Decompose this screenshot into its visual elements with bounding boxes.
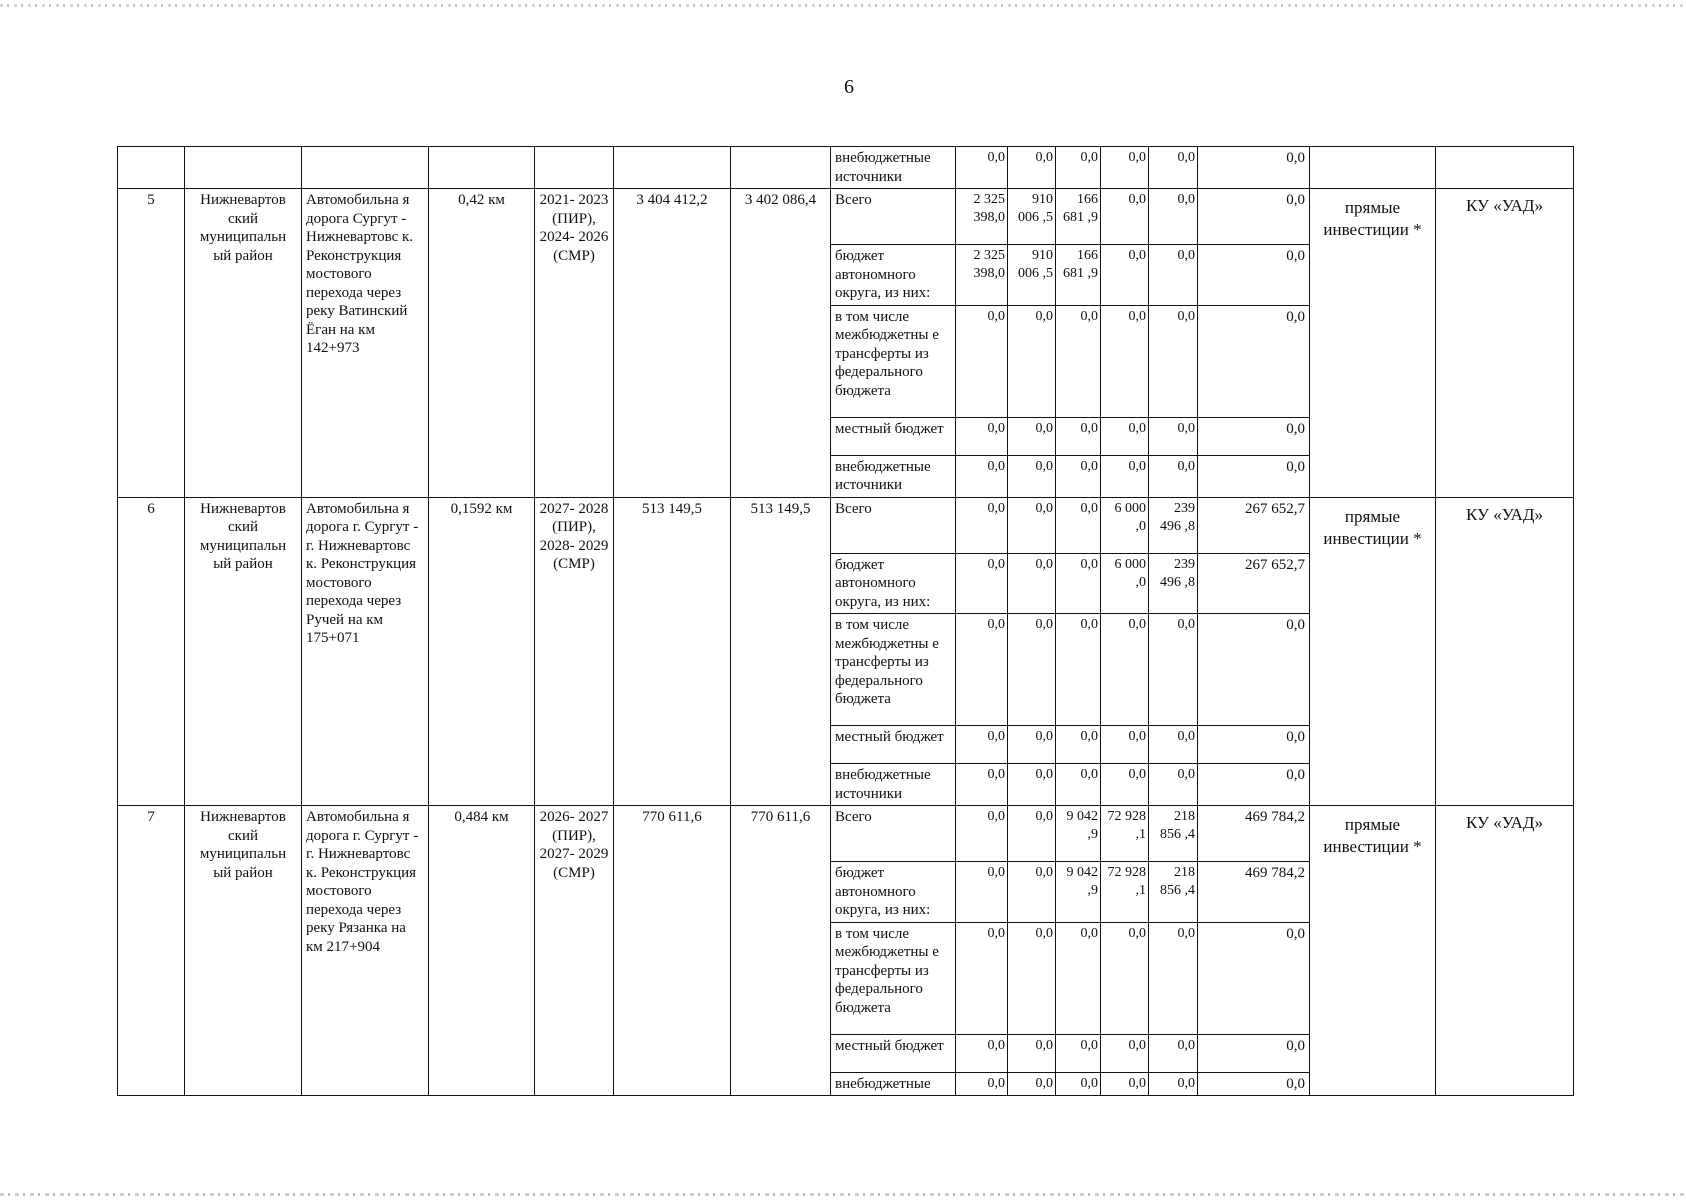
funding-total: 0,0 bbox=[1198, 417, 1310, 455]
funding-value: 0,0 bbox=[1149, 417, 1198, 455]
funding-total: 0,0 bbox=[1198, 455, 1310, 497]
funding-total: 0,0 bbox=[1198, 726, 1310, 764]
funding-value: 218 856 ,4 bbox=[1149, 806, 1198, 862]
funding-source-label: Всего bbox=[831, 189, 956, 245]
funding-value: 0,0 bbox=[1101, 764, 1149, 806]
funding-value: 0,0 bbox=[1149, 1072, 1198, 1096]
funding-value: 0,0 bbox=[956, 455, 1008, 497]
funding-value: 0,0 bbox=[1101, 1072, 1149, 1096]
funding-value: 910 006 ,5 bbox=[1008, 245, 1056, 306]
project-number: 6 bbox=[118, 497, 185, 806]
funding-source-label: местный бюджет bbox=[831, 417, 956, 455]
funding-value: 166 681 ,9 bbox=[1056, 189, 1101, 245]
funding-value: 0,0 bbox=[1101, 922, 1149, 1034]
investment-type: прямые инвестиции * bbox=[1310, 189, 1436, 498]
empty-cell bbox=[185, 147, 302, 189]
funding-value: 0,0 bbox=[1008, 862, 1056, 923]
funding-value: 0,0 bbox=[1149, 455, 1198, 497]
funding-value: 6 000 ,0 bbox=[1101, 553, 1149, 614]
project-length: 0,484 км bbox=[429, 806, 535, 1096]
funding-source-label: в том числе межбюджетны е трансферты из федерального бюджета bbox=[831, 614, 956, 726]
funding-value: 0,0 bbox=[956, 1072, 1008, 1096]
funding-value: 0,0 bbox=[1149, 614, 1198, 726]
investment-type: прямые инвестиции * bbox=[1310, 806, 1436, 1096]
customer: КУ «УАД» bbox=[1436, 806, 1574, 1096]
funding-value: 0,0 bbox=[956, 553, 1008, 614]
funding-value: 0,0 bbox=[956, 764, 1008, 806]
funding-source-label: внебюджетные источники bbox=[831, 455, 956, 497]
funding-value: 0,0 bbox=[1101, 455, 1149, 497]
funding-value: 0,0 bbox=[1008, 455, 1056, 497]
funding-value: 0,0 bbox=[1101, 726, 1149, 764]
funding-total: 0,0 bbox=[1198, 922, 1310, 1034]
project-cost: 3 404 412,2 bbox=[614, 189, 731, 498]
funding-source-label: внебюджетные источники bbox=[831, 147, 956, 189]
table-body bbox=[118, 147, 1574, 1096]
funding-value: 0,0 bbox=[1149, 245, 1198, 306]
funding-value: 0,0 bbox=[1056, 553, 1101, 614]
funding-value: 0,0 bbox=[1056, 417, 1101, 455]
funding-value: 0,0 bbox=[956, 922, 1008, 1034]
funding-total: 267 652,7 bbox=[1198, 497, 1310, 553]
funding-value: 2 325 398,0 bbox=[956, 189, 1008, 245]
funding-source-label: бюджет автономного округа, из них: bbox=[831, 245, 956, 306]
funding-value: 0,0 bbox=[956, 497, 1008, 553]
scan-artifact-bottom bbox=[0, 1193, 1686, 1196]
funding-value: 0,0 bbox=[1149, 764, 1198, 806]
funding-value: 0,0 bbox=[1101, 1034, 1149, 1072]
funding-value: 0,0 bbox=[1101, 614, 1149, 726]
funding-value: 0,0 bbox=[1149, 189, 1198, 245]
funding-value: 2 325 398,0 bbox=[956, 245, 1008, 306]
funding-value: 0,0 bbox=[1056, 305, 1101, 417]
funding-source-label: бюджет автономного округа, из них: bbox=[831, 553, 956, 614]
funding-value: 0,0 bbox=[1101, 305, 1149, 417]
funding-value: 239 496 ,8 bbox=[1149, 497, 1198, 553]
funding-value: 0,0 bbox=[1056, 1072, 1101, 1096]
project-cost: 513 149,5 bbox=[614, 497, 731, 806]
funding-value: 0,0 bbox=[1149, 726, 1198, 764]
project-period: 2026- 2027 (ПИР), 2027- 2029 (СМР) bbox=[535, 806, 614, 1096]
project-district: Нижневартов ский муниципальн ый район bbox=[185, 497, 302, 806]
funding-total: 0,0 bbox=[1198, 764, 1310, 806]
funding-value: 166 681 ,9 bbox=[1056, 245, 1101, 306]
funding-value: 6 000 ,0 bbox=[1101, 497, 1149, 553]
funding-value: 0,0 bbox=[1056, 726, 1101, 764]
customer: КУ «УАД» bbox=[1436, 189, 1574, 498]
project-district: Нижневартов ский муниципальн ый район bbox=[185, 806, 302, 1096]
funding-total: 0,0 bbox=[1198, 1034, 1310, 1072]
funding-source-label: внебюджетные источники bbox=[831, 764, 956, 806]
funding-value: 0,0 bbox=[956, 417, 1008, 455]
funding-value: 0,0 bbox=[956, 862, 1008, 923]
funding-source-label: в том числе межбюджетны е трансферты из федерального бюджета bbox=[831, 305, 956, 417]
investment-type: прямые инвестиции * bbox=[1310, 497, 1436, 806]
funding-value: 0,0 bbox=[1149, 147, 1198, 189]
empty-cell bbox=[1310, 147, 1436, 189]
empty-cell bbox=[614, 147, 731, 189]
project-district: Нижневартов ский муниципальн ый район bbox=[185, 189, 302, 498]
table-row bbox=[118, 189, 1574, 245]
funding-value: 0,0 bbox=[1149, 305, 1198, 417]
funding-value: 0,0 bbox=[1008, 1072, 1056, 1096]
funding-value: 9 042 ,9 bbox=[1056, 806, 1101, 862]
investment-table bbox=[117, 146, 1574, 1096]
funding-value: 0,0 bbox=[1008, 1034, 1056, 1072]
project-cost-estimate: 3 402 086,4 bbox=[731, 189, 831, 498]
funding-total: 0,0 bbox=[1198, 245, 1310, 306]
page-number: 6 bbox=[844, 76, 854, 98]
project-cost: 770 611,6 bbox=[614, 806, 731, 1096]
funding-value: 0,0 bbox=[1056, 764, 1101, 806]
funding-value: 0,0 bbox=[1101, 147, 1149, 189]
empty-cell bbox=[535, 147, 614, 189]
funding-value: 239 496 ,8 bbox=[1149, 553, 1198, 614]
funding-value: 0,0 bbox=[1008, 922, 1056, 1034]
funding-value: 0,0 bbox=[1008, 417, 1056, 455]
funding-value: 0,0 bbox=[1056, 497, 1101, 553]
project-period: 2021- 2023 (ПИР), 2024- 2026 (СМР) bbox=[535, 189, 614, 498]
funding-value: 0,0 bbox=[956, 614, 1008, 726]
funding-value: 0,0 bbox=[1056, 147, 1101, 189]
project-cost-estimate: 513 149,5 bbox=[731, 497, 831, 806]
funding-total: 0,0 bbox=[1198, 614, 1310, 726]
funding-total: 0,0 bbox=[1198, 147, 1310, 189]
empty-cell bbox=[731, 147, 831, 189]
funding-value: 0,0 bbox=[956, 305, 1008, 417]
table-row bbox=[118, 497, 1574, 553]
funding-total: 0,0 bbox=[1198, 1072, 1310, 1096]
funding-value: 0,0 bbox=[1008, 147, 1056, 189]
funding-value: 0,0 bbox=[1008, 806, 1056, 862]
table-row bbox=[118, 806, 1574, 862]
funding-value: 0,0 bbox=[956, 1034, 1008, 1072]
funding-value: 0,0 bbox=[1056, 1034, 1101, 1072]
project-name: Автомобильна я дорога Сургут - Нижневартовс к. Реконструкция мостового перехода через реку Ватинский Ёган на км 142+973 bbox=[302, 189, 429, 498]
project-cost-estimate: 770 611,6 bbox=[731, 806, 831, 1096]
funding-total: 0,0 bbox=[1198, 189, 1310, 245]
empty-cell bbox=[118, 147, 185, 189]
funding-source-label: местный бюджет bbox=[831, 726, 956, 764]
funding-source-label: местный бюджет bbox=[831, 1034, 956, 1072]
funding-value: 218 856 ,4 bbox=[1149, 862, 1198, 923]
funding-value: 0,0 bbox=[1008, 726, 1056, 764]
funding-value: 0,0 bbox=[1056, 455, 1101, 497]
project-number: 5 bbox=[118, 189, 185, 498]
funding-total: 469 784,2 bbox=[1198, 806, 1310, 862]
project-number: 7 bbox=[118, 806, 185, 1096]
funding-value: 9 042 ,9 bbox=[1056, 862, 1101, 923]
funding-value: 0,0 bbox=[1008, 553, 1056, 614]
funding-source-label: Всего bbox=[831, 497, 956, 553]
funding-value: 0,0 bbox=[1149, 1034, 1198, 1072]
funding-value: 72 928 ,1 bbox=[1101, 806, 1149, 862]
funding-value: 0,0 bbox=[1149, 922, 1198, 1034]
funding-value: 0,0 bbox=[1101, 189, 1149, 245]
funding-value: 0,0 bbox=[1008, 614, 1056, 726]
funding-value: 0,0 bbox=[1101, 417, 1149, 455]
table-row bbox=[118, 147, 1574, 189]
funding-value: 0,0 bbox=[956, 726, 1008, 764]
funding-total: 267 652,7 bbox=[1198, 553, 1310, 614]
empty-cell bbox=[302, 147, 429, 189]
funding-value: 0,0 bbox=[956, 147, 1008, 189]
funding-source-label: бюджет автономного округа, из них: bbox=[831, 862, 956, 923]
project-name: Автомобильна я дорога г. Сургут - г. Нижневартовс к. Реконструкция мостового перехода через Ручей на км 175+071 bbox=[302, 497, 429, 806]
funding-value: 0,0 bbox=[1008, 764, 1056, 806]
customer: КУ «УАД» bbox=[1436, 497, 1574, 806]
funding-value: 0,0 bbox=[1008, 497, 1056, 553]
funding-value: 72 928 ,1 bbox=[1101, 862, 1149, 923]
project-period: 2027- 2028 (ПИР), 2028- 2029 (СМР) bbox=[535, 497, 614, 806]
funding-value: 0,0 bbox=[956, 806, 1008, 862]
project-length: 0,1592 км bbox=[429, 497, 535, 806]
project-length: 0,42 км bbox=[429, 189, 535, 498]
funding-source-label: внебюджетные bbox=[831, 1072, 956, 1096]
scan-artifact-top bbox=[0, 4, 1686, 7]
funding-source-label: Всего bbox=[831, 806, 956, 862]
funding-value: 0,0 bbox=[1056, 922, 1101, 1034]
funding-total: 469 784,2 bbox=[1198, 862, 1310, 923]
funding-source-label: в том числе межбюджетны е трансферты из федерального бюджета bbox=[831, 922, 956, 1034]
funding-value: 0,0 bbox=[1056, 614, 1101, 726]
empty-cell bbox=[429, 147, 535, 189]
funding-value: 910 006 ,5 bbox=[1008, 189, 1056, 245]
funding-value: 0,0 bbox=[1008, 305, 1056, 417]
funding-value: 0,0 bbox=[1101, 245, 1149, 306]
funding-total: 0,0 bbox=[1198, 305, 1310, 417]
empty-cell bbox=[1436, 147, 1574, 189]
project-name: Автомобильна я дорога г. Сургут - г. Нижневартовс к. Реконструкция мостового перехода через реку Рязанка на км 217+904 bbox=[302, 806, 429, 1096]
